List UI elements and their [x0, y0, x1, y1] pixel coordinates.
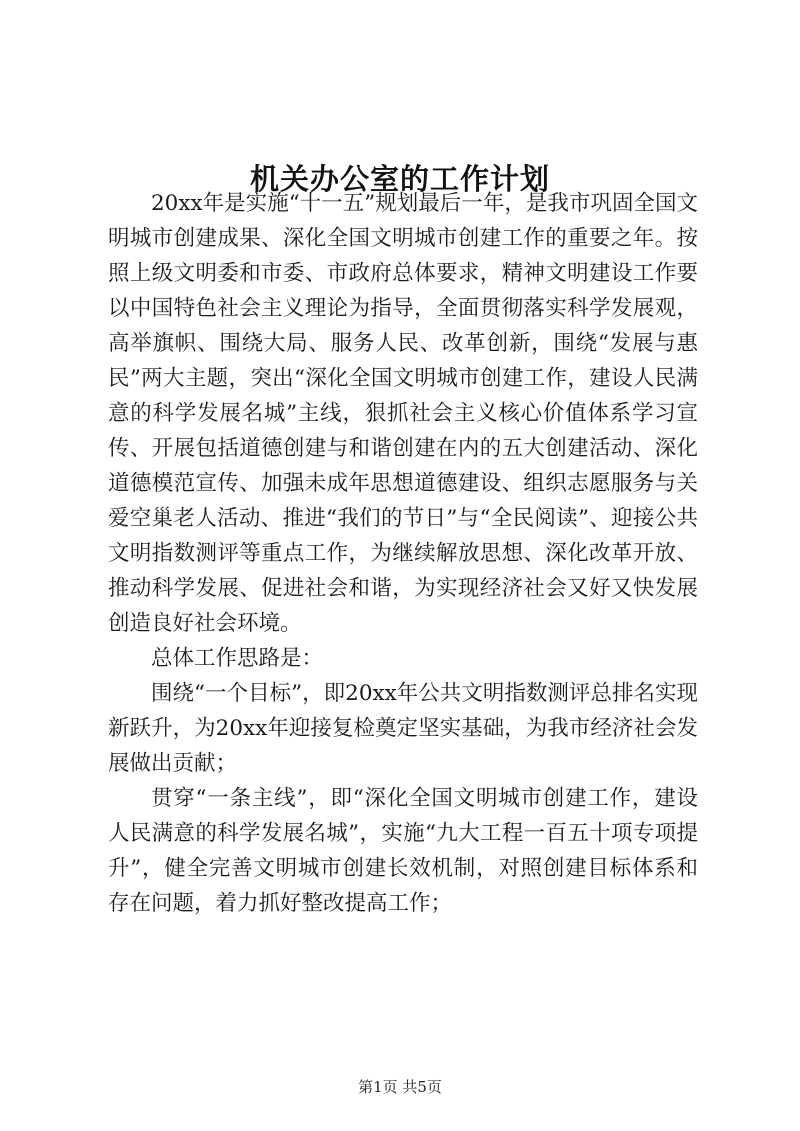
document-title: 机关办公室的工作计划 [249, 162, 550, 197]
paragraph-overall-approach: 总体工作思路是： [151, 646, 324, 671]
paragraph-one-goal: 围绕“一个目标”，即20xx年公共文明指数测评总排名实现新跃升，为20xx年迎接复检奠定坚实基础，为我市经济社会发展做出贡献； [108, 681, 698, 776]
paragraph-one-mainline: 贯穿“一条主线”，即“深化全国文明城市创建工作，建设人民满意的科学发展名城”，实施“九大工程一百五十项专项提升”，健全完善文明城市创建长效机制，对照创建目标体系和存在问题，着力抓好整改提高工作； [108, 786, 698, 916]
page-number-footer: 第1页 共5页 [358, 1078, 442, 1096]
document-body [108, 186, 698, 921]
paragraph-intro: 20xx年是实施“十一五”规划最后一年，是我市巩固全国文明城市创建成果、深化全国文明城市创建工作的重要之年。按照上级文明委和市委、市政府总体要求，精神文明建设工作要以中国特色社会主义理论为指导，全面贯彻落实科学发展观，高举旗帜、围绕大局、服务人民、改革创新，围绕“发展与惠民”两大主题，突出“深化全国文明城市创建工作，建设人民满意的科学发展名城”主线，狠抓社会主义核心价值体系学习宣传、开展包括道德创建与和谐创建在内的五大创建活动、深化道德模范宣传、加强未成年思想道德建设、组织志愿服务与关爱空巢老人活动、推进“我们的节日”与“全民阅读”、迎接公共文明指数测评等重点工作，为继续解放思想、深化改革开放、推动科学发展、促进社会和谐，为实现经济社会又好又快发展创造良好社会环境。 [108, 191, 698, 636]
